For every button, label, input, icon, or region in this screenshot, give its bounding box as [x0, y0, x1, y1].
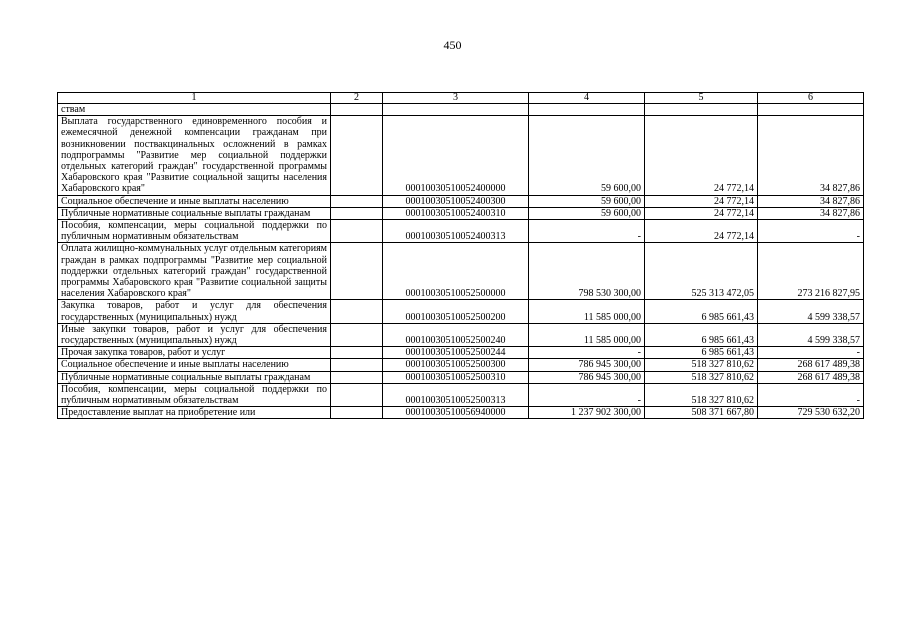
row-executed: 24 772,14	[645, 116, 758, 195]
row-executed	[645, 104, 758, 116]
row-unexecuted: 273 216 827,95	[758, 243, 864, 300]
row-unexecuted: 34 827,86	[758, 195, 864, 207]
row-col2	[331, 220, 383, 243]
row-unexecuted: 34 827,86	[758, 116, 864, 195]
row-unexecuted: 4 599 338,57	[758, 300, 864, 323]
row-approved: -	[529, 220, 645, 243]
row-col2	[331, 207, 383, 219]
row-executed: 6 985 661,43	[645, 300, 758, 323]
table-row	[58, 383, 864, 406]
row-col2	[331, 300, 383, 323]
table-header-row	[58, 93, 864, 104]
table-row	[58, 300, 864, 323]
row-approved: 11 585 000,00	[529, 300, 645, 323]
row-approved: -	[529, 347, 645, 359]
row-unexecuted: -	[758, 220, 864, 243]
row-executed: 518 327 810,62	[645, 383, 758, 406]
row-name: Социальное обеспечение и иные выплаты населению	[58, 359, 331, 371]
row-approved: 786 945 300,00	[529, 359, 645, 371]
row-col2	[331, 407, 383, 419]
row-col2	[331, 323, 383, 346]
header-cell: 5	[645, 93, 758, 104]
row-approved: -	[529, 383, 645, 406]
row-approved: 59 600,00	[529, 195, 645, 207]
row-approved	[529, 104, 645, 116]
page-number: 450	[443, 38, 462, 52]
row-name: Публичные нормативные социальные выплаты гражданам	[58, 207, 331, 219]
table-row	[58, 243, 864, 300]
row-col2	[331, 116, 383, 195]
row-col2	[331, 243, 383, 300]
row-executed: 24 772,14	[645, 195, 758, 207]
row-name: Иные закупки товаров, работ и услуг для обеспечения государственных (муниципальных) нужд	[58, 323, 331, 346]
row-unexecuted: 729 530 632,20	[758, 407, 864, 419]
row-code: 00010030510052400310	[383, 207, 529, 219]
row-col2	[331, 383, 383, 406]
row-unexecuted: -	[758, 383, 864, 406]
row-name: Пособия, компенсации, меры социальной поддержки по публичным нормативным обязательствам	[58, 220, 331, 243]
row-col2	[331, 359, 383, 371]
header-cell: 2	[331, 93, 383, 104]
table-row	[58, 371, 864, 383]
row-code: 00010030510052500000	[383, 243, 529, 300]
row-name: ствам	[58, 104, 331, 116]
row-code: 00010030510052500300	[383, 359, 529, 371]
row-executed: 518 327 810,62	[645, 359, 758, 371]
row-unexecuted: 268 617 489,38	[758, 371, 864, 383]
row-col2	[331, 104, 383, 116]
row-code: 00010030510052400313	[383, 220, 529, 243]
row-name: Оплата жилищно-коммунальных услуг отдельным категориям граждан в рамках подпрограммы "Развитие мер социальной поддержки отдельных категорий граждан" государственной программы Хабаровского края "Развитие социальной защиты населения Хабаровского края"	[58, 243, 331, 300]
row-unexecuted: 4 599 338,57	[758, 323, 864, 346]
row-name: Социальное обеспечение и иные выплаты населению	[58, 195, 331, 207]
row-code: 00010030510052500310	[383, 371, 529, 383]
row-approved: 786 945 300,00	[529, 371, 645, 383]
table-row	[58, 195, 864, 207]
table-row	[58, 104, 864, 116]
row-name: Публичные нормативные социальные выплаты гражданам	[58, 371, 331, 383]
row-executed: 6 985 661,43	[645, 347, 758, 359]
row-executed: 508 371 667,80	[645, 407, 758, 419]
header-cell: 3	[383, 93, 529, 104]
row-unexecuted: 268 617 489,38	[758, 359, 864, 371]
row-unexecuted: 34 827,86	[758, 207, 864, 219]
row-approved: 59 600,00	[529, 116, 645, 195]
row-code: 00010030510052500244	[383, 347, 529, 359]
row-col2	[331, 347, 383, 359]
budget-table	[57, 92, 864, 419]
header-cell: 1	[58, 93, 331, 104]
row-approved: 798 530 300,00	[529, 243, 645, 300]
table-row	[58, 220, 864, 243]
row-executed: 525 313 472,05	[645, 243, 758, 300]
row-executed: 6 985 661,43	[645, 323, 758, 346]
row-name: Пособия, компенсации, меры социальной поддержки по публичным нормативным обязательствам	[58, 383, 331, 406]
row-col2	[331, 195, 383, 207]
row-executed: 24 772,14	[645, 207, 758, 219]
row-code	[383, 104, 529, 116]
table-row	[58, 347, 864, 359]
header-cell: 4	[529, 93, 645, 104]
row-code: 00010030510052500313	[383, 383, 529, 406]
row-name: Прочая закупка товаров, работ и услуг	[58, 347, 331, 359]
row-col2	[331, 371, 383, 383]
row-approved: 59 600,00	[529, 207, 645, 219]
row-code: 00010030510052500200	[383, 300, 529, 323]
table-row	[58, 407, 864, 419]
header-cell: 6	[758, 93, 864, 104]
table-row	[58, 323, 864, 346]
row-unexecuted: -	[758, 347, 864, 359]
row-approved: 11 585 000,00	[529, 323, 645, 346]
row-executed: 24 772,14	[645, 220, 758, 243]
row-code: 00010030510052400300	[383, 195, 529, 207]
row-name: Выплата государственного единовременного пособия и ежемесячной денежной компенсации гражданам при возникновении поствакцинальных осложнений в рамках подпрограммы "Развитие мер социальной поддержки отдельных категорий граждан" государственной программы Хабаровского края "Развитие социальной защиты населения Хабаровского края"	[58, 116, 331, 195]
row-executed: 518 327 810,62	[645, 371, 758, 383]
row-code: 00010030510056940000	[383, 407, 529, 419]
row-code: 00010030510052500240	[383, 323, 529, 346]
row-approved: 1 237 902 300,00	[529, 407, 645, 419]
table-row	[58, 359, 864, 371]
table-row	[58, 116, 864, 195]
row-name: Предоставление выплат на приобретение или	[58, 407, 331, 419]
row-name: Закупка товаров, работ и услуг для обеспечения государственных (муниципальных) нужд	[58, 300, 331, 323]
row-unexecuted	[758, 104, 864, 116]
table-row	[58, 207, 864, 219]
row-code: 00010030510052400000	[383, 116, 529, 195]
